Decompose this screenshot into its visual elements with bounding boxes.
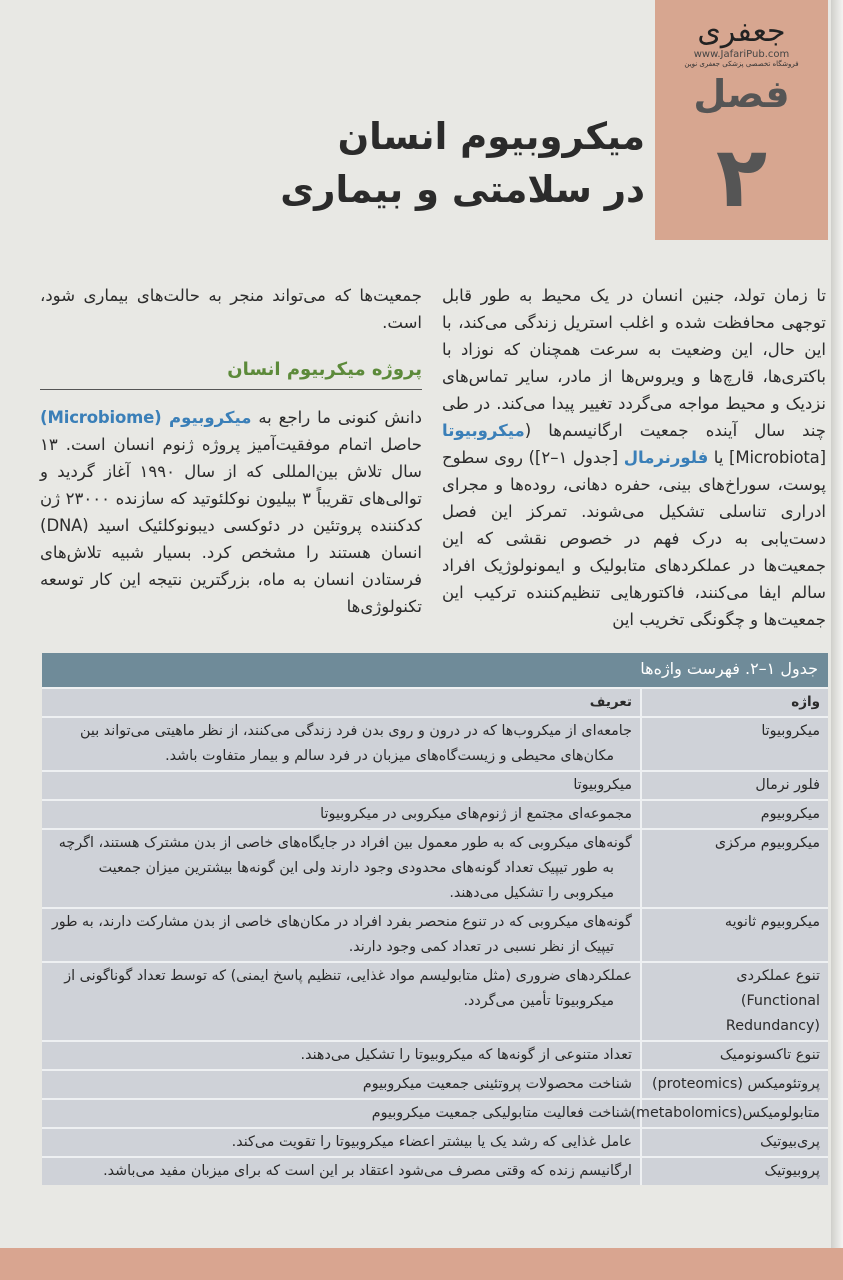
book-spine (831, 0, 843, 1280)
definition-cell (42, 1071, 640, 1098)
definition-cell (42, 1100, 640, 1127)
term: تنوع عملکردی (736, 968, 820, 984)
paragraph (40, 404, 422, 620)
table-row (42, 907, 828, 961)
definition: عملکردهای ضروری (مثل متابولیسم مواد غذایی، تنظیم پاسخ ایمنی) که توسط تعداد گوناگونی از (64, 968, 632, 984)
table-row (42, 828, 828, 907)
table-row (42, 716, 828, 770)
definition-continued: میکروبیوتا تأمین می‌گردد. (463, 993, 614, 1009)
definition: گونه‌های میکروبی که در تنوع منحصر بفرد افراد در مکان‌های خاصی از بدن مشارکت دارند، به طور (51, 914, 632, 930)
term-english: (Functional Redundancy) (725, 993, 820, 1034)
term: میکروبیوتا (761, 723, 820, 739)
table-row (42, 1040, 828, 1069)
definition: تعداد متنوعی از گونه‌ها که میکروبیوتا را تشکیل می‌دهند. (300, 1047, 632, 1063)
left-column (40, 282, 422, 620)
definition: جامعه‌ای از میکروب‌ها که در درون و روی بدن فرد زندگی می‌کنند، از نظر ماهیتی می‌تواند بین (80, 723, 632, 739)
table-caption: جدول ۱–۲. فهرست واژه‌ها (42, 653, 828, 687)
term-cell (640, 1129, 828, 1156)
term-cell (640, 772, 828, 799)
title-line-1: میکروبیوم انسان (337, 115, 645, 158)
watermark (655, 14, 828, 68)
term: پری‌بیوتیک (760, 1134, 820, 1150)
table-row (42, 799, 828, 828)
definition-cell (42, 718, 640, 770)
term: پروبیوتیک (764, 1163, 820, 1179)
chapter-label: فصل (693, 72, 790, 116)
watermark-url: www.JafariPub.com (693, 49, 790, 60)
text: تا زمان تولد، جنین انسان در یک محیط به طور قابل توجهی محافظت شده و اغلب استریل زندگی می‌کند، با این حال، این وضعیت به سرعت همچنان که نوزاد با باکتری‌ها، قارچ‌ها و ویروس‌ها از مادر، سایر تماس‌های نزدیک و محیط مواجه می‌گردد تغییر پیدا می‌کند. در طی چند سال آینده جمعیت ارگانیسم‌ها ( (442, 286, 826, 440)
term: پروتئومیکس (proteomics) (652, 1076, 820, 1092)
text: دانش کنونی ما راجع به (251, 408, 422, 427)
definition-continued: تیپیک از نظر نسبی در تعداد کمی وجود دارند. (348, 939, 614, 955)
definition: مجموعه‌ای مجتمع از ژنوم‌های میکروبی در میکروبیوتا (320, 806, 632, 822)
term: متابولومیکس(metabolomics) (630, 1105, 820, 1121)
definition: شناخت فعالیت متابولیکی جمعیت میکروبیوم (371, 1105, 632, 1121)
definition-cell (42, 963, 640, 1040)
table-header-row (42, 687, 828, 716)
term: تنوع تاکسونومیک (719, 1047, 820, 1063)
paragraph (442, 282, 826, 633)
definition-cell (42, 1158, 640, 1185)
term: میکروبیوم مرکزی (714, 835, 820, 851)
keyword-microbiome: میکروبیوم (169, 408, 252, 427)
chapter-box (655, 0, 828, 240)
definition: ارگانیسم زنده که وقتی مصرف می‌شود اعتقاد بر این است که برای میزبان مفید می‌باشد. (103, 1163, 632, 1179)
watermark-logo: جعفری (697, 14, 786, 49)
section-heading: پروژه میکربیوم انسان (40, 356, 422, 390)
table-row (42, 1156, 828, 1185)
term-cell (630, 1100, 828, 1127)
keyword-normal-flora: فلورنرمال (623, 448, 709, 467)
definition-cell (42, 830, 640, 907)
definition-continued: مکان‌های محیطی و زیست‌گاه‌های میزبان در فرد سالم و بیمار متفاوت باشد. (165, 748, 614, 764)
right-column (442, 282, 826, 633)
definition-cell (42, 1129, 640, 1156)
paragraph: جمعیت‌ها که می‌تواند منجر به حالت‌های بیماری شود، است. (40, 286, 422, 332)
term-cell (640, 909, 828, 961)
definition-cell (42, 1042, 640, 1069)
term-cell (640, 830, 828, 907)
title-line-2: در سلامتی و بیماری (280, 168, 645, 211)
chapter-number: ۲ (715, 128, 768, 226)
header-definition: تعریف (589, 694, 632, 710)
definition-cell (42, 909, 640, 961)
keyword-microbiota: میکروبیوتا (442, 421, 525, 440)
keyword-microbiome-en: (Microbiome) (40, 408, 169, 427)
term-cell (640, 963, 828, 1040)
table-row (42, 1069, 828, 1098)
text: [Microbiota] یا (708, 448, 826, 467)
table-row (42, 961, 828, 1040)
term: میکروبیوم ثانویه (724, 914, 820, 930)
header-term: واژه (640, 689, 828, 716)
term-cell (640, 801, 828, 828)
term-cell (640, 1158, 828, 1185)
glossary-table (42, 653, 828, 1185)
text: حاصل اتمام موفقیت‌آمیز پروژه ژنوم انسان است. ۱۳ سال تلاش بین‌المللی که از سال ۱۹۹۰ آغاز گردید و توالی‌های تقریباً ۳ بیلیون نوکلئوتید که سازنده ۲۳۰۰۰ ژن کدکننده پروتئین در دئوکسی دیبونوکلئیک اسید (DNA) انسان هستند را مشخص کرد. بسیار شبیه تلاش‌های فرستادن انسان به ماه، بزرگترین نتیجه این کار توسعه تکنولوژی‌ها (40, 435, 422, 616)
term: میکروبیوم (760, 806, 820, 822)
text: [جدول ۱–۲]) روی سطوح پوست، سوراخ‌های بینی، حفره دهانی، روده‌ها و مجرای ادراری تناسلی تشکیل می‌شوند. تمرکز این فصل دست‌یابی به درک فهم در خصوص نقشی که این جمعیت‌ها در عملکردهای متابولیک و ایمونولوژیک افراد سالم ایفا می‌کنند، فاکتورهایی تنظیم‌کننده ترکیب این جمعیت‌ها و چگونگی تخریب این (442, 448, 826, 629)
term-cell (640, 1042, 828, 1069)
definition-cell (42, 801, 640, 828)
table-row (42, 1098, 828, 1127)
bottom-band (0, 1248, 843, 1280)
term-cell (640, 718, 828, 770)
watermark-subtitle: فروشگاه تخصصی پزشکی جعفری نوین (684, 60, 799, 68)
definition-continued: به طور تیپیک تعداد گونه‌های محدودی وجود دارند ولی این گونه‌ها بیشترین میزان جمعیت میکروبی را تشکیل می‌دهند. (98, 860, 614, 901)
term-cell (640, 1071, 828, 1098)
chapter-title (280, 110, 645, 216)
table-row (42, 1127, 828, 1156)
definition: میکروبیوتا (573, 777, 632, 793)
definition: شناخت محصولات پروتئینی جمعیت میکروبیوم (362, 1076, 632, 1092)
definition-cell (42, 772, 640, 799)
term: فلور نرمال (755, 777, 820, 793)
definition: عامل غذایی که رشد یک یا بیشتر اعضاء میکروبیوتا را تقویت می‌کند. (231, 1134, 632, 1150)
definition: گونه‌های میکروبی که به طور معمول بین افراد در جایگاه‌های خاصی از بدن مشترک هستند، اگرچه (58, 835, 632, 851)
table-row (42, 770, 828, 799)
